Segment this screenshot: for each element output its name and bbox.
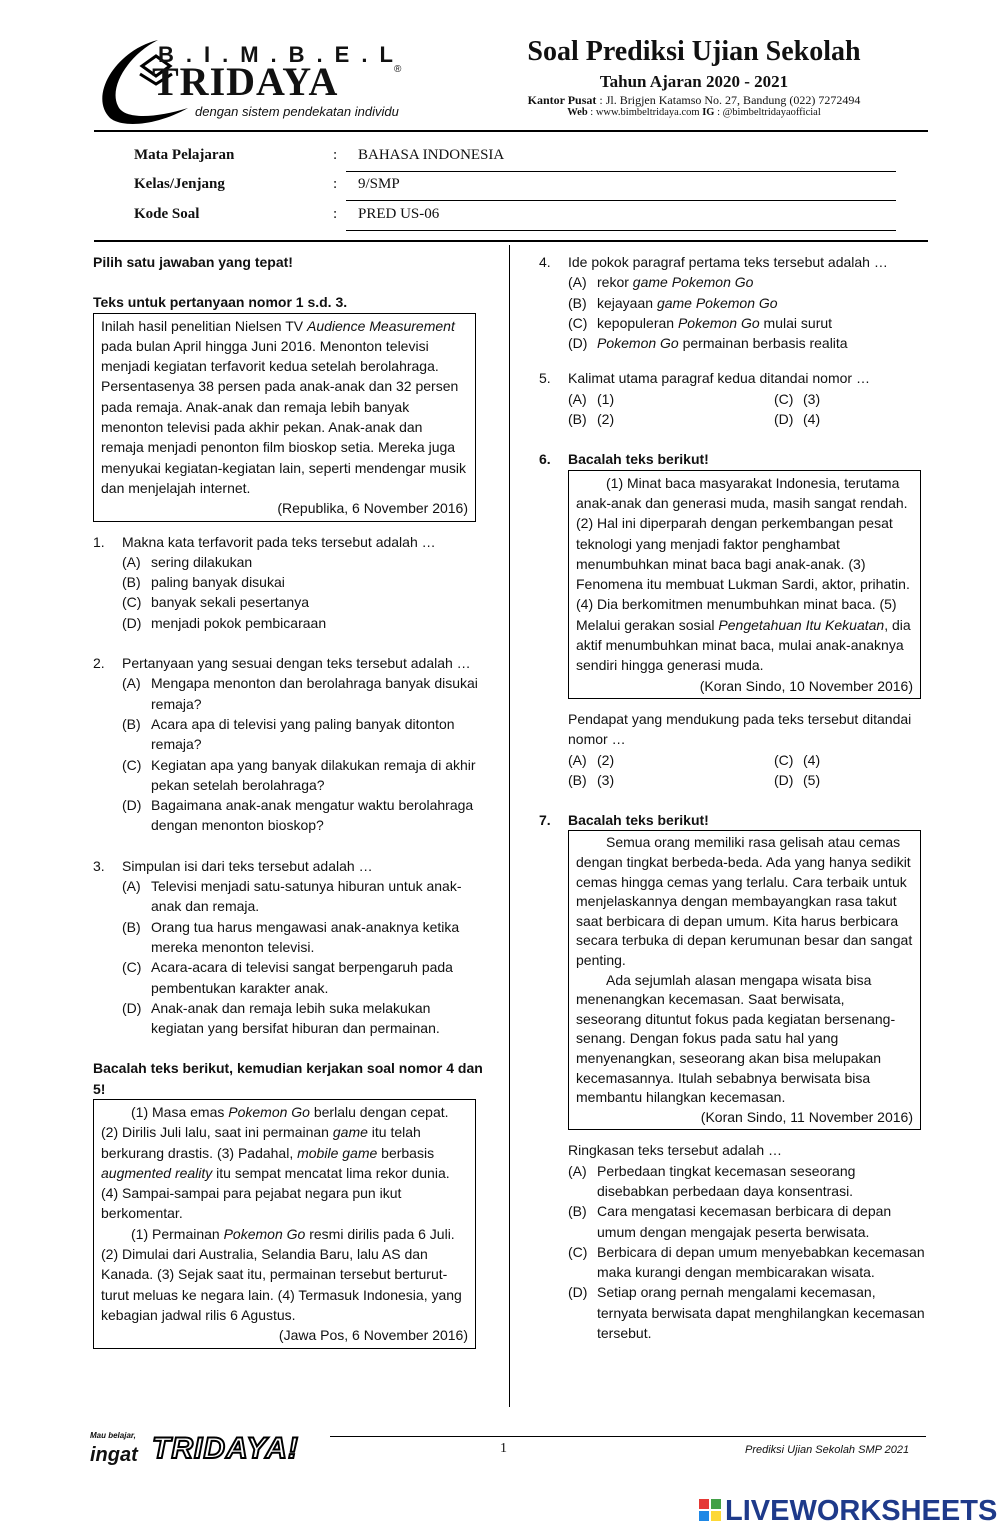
- option-letter: (B): [568, 411, 587, 428]
- option-letter: (D): [568, 335, 588, 352]
- ig-label: IG: [702, 107, 715, 118]
- q7-text-box: [568, 830, 921, 1130]
- option-text: (3): [597, 771, 615, 788]
- text-run-italic: Pokemon Go: [677, 314, 760, 331]
- option-letter: (C): [568, 1243, 588, 1260]
- logo-registered-mark: ®: [394, 64, 402, 75]
- text-run: mulai surut: [759, 314, 833, 331]
- text-run: kejayaan: [597, 294, 657, 311]
- q6-text-box: [568, 470, 921, 699]
- web-value: : www.bimbeltridaya.com: [587, 107, 703, 118]
- q4-text: Ide pokok paragraf pertama teks tersebut adalah …: [568, 254, 888, 270]
- q5-option-b[interactable]: [568, 409, 774, 429]
- text-run-italic: game: [332, 1124, 368, 1141]
- q5-text: Kalimat utama paragraf kedua ditandai nomor …: [568, 370, 870, 387]
- q1-option-c[interactable]: [122, 592, 485, 612]
- header-divider: [94, 130, 928, 132]
- q5-option-a[interactable]: [568, 389, 774, 409]
- logo-tagline: dengan sistem pendekatan individu: [195, 104, 399, 119]
- question-3: [93, 856, 485, 1039]
- subject-value: BAHASA INDONESIA: [358, 147, 505, 163]
- option-letter: (B): [122, 574, 141, 591]
- option-letter: (A): [568, 390, 587, 407]
- web-label: Web: [567, 107, 588, 118]
- option-letter: (C): [122, 959, 142, 976]
- liveworksheets-watermark[interactable]: LIVEWORKSHEETS: [725, 1495, 998, 1527]
- code-value: PRED US-06: [358, 206, 440, 222]
- option-letter: (A): [122, 675, 141, 692]
- option-letter: (B): [568, 1203, 587, 1220]
- q2-option-a[interactable]: [122, 673, 485, 714]
- q2-option-d[interactable]: [122, 795, 485, 836]
- academic-year: Tahun Ajaran 2020 - 2021: [599, 72, 789, 91]
- text-run-italic: game Pokemon Go: [632, 274, 754, 291]
- option-letter: (A): [568, 1162, 587, 1179]
- option-text: (2): [597, 411, 615, 428]
- q7-option-b[interactable]: [568, 1201, 929, 1242]
- option-text: sering dilakukan: [151, 553, 253, 570]
- logo-tridaya-text: TRIDAYA: [152, 59, 339, 104]
- q7-option-d[interactable]: [568, 1282, 929, 1343]
- question-6: [539, 449, 929, 790]
- option-letter: (B): [122, 918, 141, 935]
- option-text: [597, 293, 778, 313]
- q2-option-c[interactable]: [122, 755, 485, 796]
- option-letter: (D): [774, 411, 794, 428]
- option-text: [597, 272, 753, 292]
- option-text: (1): [597, 390, 615, 407]
- option-text: Televisi menjadi satu-satunya hiburan untuk anak-anak dan remaja.: [151, 878, 462, 915]
- footer-slogan-small: Mau belajar,: [90, 1431, 136, 1440]
- instruction: Pilih satu jawaban yang tepat!: [93, 254, 293, 270]
- q3-option-c[interactable]: [122, 957, 485, 998]
- q3-option-b[interactable]: [122, 917, 485, 958]
- q7-paragraph-1: Semua orang memiliki rasa gelisah atau cemas dengan tingkat berbeda-beda. Ada yang hanya sedikit cemas hingga cemas yang terlalu. Cara terbaik untuk menjelaskannya dengan membayangkan rasa takut saat berbicara di depan umum. Kita harus berbicara secara terbuka di depan kerumunan besar dan sangat penting.: [576, 834, 913, 968]
- text1-part-c: pada bulan April hingga Juni 2016. Menonton televisi menjadi kegiatan terfavorit kedua setelah berolahraga. Persentasenya 38 persen pada anak-anak dan 32 persen pada remaja. Anak-anak dan remaja lebih banyak menonton televisi pada akhir pekan. Anak-anak dan remaja menjadi penonton film bioskop setia. Mereka juga menyukai kegiatan-kegiatan lain, seperti mendengar musik dan menjelajah internet.: [101, 337, 466, 496]
- q1-option-b[interactable]: [122, 572, 485, 592]
- class-value: 9/SMP: [358, 176, 400, 192]
- info-divider: [94, 240, 928, 242]
- liveworksheets-logo-icon: [699, 1499, 721, 1521]
- code-colon: :: [333, 206, 338, 222]
- logo-tile: [711, 1499, 721, 1509]
- q7-number: 7.: [539, 812, 551, 829]
- text-run: rekor: [597, 274, 633, 291]
- option-text: [597, 313, 832, 333]
- option-text: menjadi pokok pembicaraan: [151, 614, 327, 631]
- option-letter: (D): [568, 1284, 588, 1301]
- text2-box: [93, 1099, 476, 1349]
- option-letter: (D): [122, 614, 142, 631]
- q6-source: (Koran Sindo, 10 November 2016): [699, 677, 913, 694]
- q6-paragraph: [576, 473, 913, 676]
- q6-option-c[interactable]: [774, 750, 934, 770]
- document-title: Soal Prediksi Ujian Sekolah: [527, 36, 861, 67]
- text-run: resmi dirilis pada 6 Juli. (2) Dimulai dari Australia, Selandia Baru, lalu AS dan Kanada. (3) Sejak saat itu, permainan tersebut berturut-turut meluas ke negara lain. (4) Termasuk Indonesia, yang kebagian jadwal rilis 6 Agustus.: [101, 1225, 462, 1323]
- text1-part-b: Audience Measurement: [306, 317, 455, 334]
- subject-label: Mata Pelajaran: [134, 147, 235, 163]
- code-underline: [346, 230, 896, 231]
- q6-heading: Bacalah teks berikut!: [568, 451, 709, 468]
- q7-question: Ringkasan teks tersebut adalah …: [568, 1142, 783, 1159]
- q4-option-c[interactable]: [568, 313, 929, 333]
- option-letter: (A): [568, 751, 587, 768]
- office-address: [460, 93, 928, 108]
- q6-option-a[interactable]: [568, 750, 774, 770]
- option-letter: (D): [122, 999, 142, 1016]
- text-run: berbasis: [377, 1144, 435, 1161]
- option-letter: (D): [774, 771, 794, 788]
- question-7: [539, 810, 929, 1343]
- option-text: (3): [803, 390, 821, 407]
- option-text: (2): [597, 751, 615, 768]
- web-info: [460, 107, 928, 118]
- option-letter: (C): [122, 756, 142, 773]
- text1-part-a: Inilah hasil penelitian Nielsen TV: [101, 317, 307, 334]
- q2-number: 2.: [93, 655, 105, 672]
- q7-option-a[interactable]: [568, 1161, 929, 1202]
- option-text: paling banyak disukai: [151, 574, 285, 591]
- q7-heading: Bacalah teks berikut!: [568, 812, 709, 829]
- text1-box: [93, 313, 476, 522]
- option-text: Mengapa menonton dan berolahraga banyak disukai remaja?: [151, 675, 478, 712]
- class-underline: [346, 200, 896, 201]
- footer-caption: Prediksi Ujian Sekolah SMP 2021: [745, 1444, 910, 1456]
- option-text: (5): [803, 771, 821, 788]
- q4-option-b[interactable]: [568, 293, 929, 313]
- option-letter: (B): [122, 715, 141, 732]
- question-2: [93, 653, 485, 836]
- ig-value: : @bimbeltridayaofficial: [714, 107, 821, 118]
- text-run-italic: mobile game: [297, 1144, 378, 1161]
- q5-option-d[interactable]: [774, 409, 934, 429]
- option-text: Perbedaan tingkat kecemasan seseorang disebabkan perbedaan daya konsentrasi.: [597, 1162, 856, 1199]
- text2-paragraph-1: [101, 1102, 468, 1224]
- option-text: Bagaimana anak-anak mengatur waktu berolahraga dengan menonton bioskop?: [151, 797, 474, 834]
- text-run-italic: Pengetahuan Itu Kekuatan: [718, 616, 885, 633]
- q5-number: 5.: [539, 370, 551, 387]
- question-4: [539, 252, 929, 353]
- text2-paragraph-2: [101, 1224, 468, 1325]
- text-run: (1) Minat baca masyarakat Indonesia, terutama anak-anak dan generasi muda, masih sangat rendah. (2) Hal ini diperparah dengan perkembangan pesat teknologi yang menjadi faktor penghambat menumbuhkan minat baca bagi anak-anak. (3) Fenomena itu membuat Lukman Sardi, aktor, prihatin. (4) Dia berkomitmen menumbuhkan minat baca. (5) Melalui gerakan sosial: [576, 474, 910, 633]
- text1-source: (Republika, 6 November 2016): [277, 500, 468, 517]
- option-letter: (D): [122, 797, 142, 814]
- option-text: banyak sekali pesertanya: [151, 594, 309, 611]
- footer-slogan-ingat: ingat: [90, 1444, 138, 1466]
- text-run: itu telah berkurang drastis. (3) Padahal,: [101, 1124, 421, 1161]
- question-1: [93, 532, 485, 633]
- subject-underline: [346, 171, 896, 172]
- option-letter: (B): [568, 771, 587, 788]
- q7-option-c[interactable]: [568, 1242, 929, 1283]
- q1-text: Makna kata terfavorit pada teks tersebut adalah …: [122, 533, 436, 550]
- text-run: (1) Permainan: [131, 1225, 224, 1242]
- logo-bimbel-text: B.I.M.B.E.L: [158, 42, 405, 67]
- code-label: Kode Soal: [134, 206, 200, 222]
- left-column: [93, 252, 485, 1349]
- text-run: kepopuleran: [597, 314, 678, 331]
- column-divider: [509, 245, 510, 1407]
- option-text: Anak-anak dan remaja lebih suka melakukan kegiatan yang bersifat hiburan dan permainan.: [151, 999, 440, 1037]
- option-text: Acara apa di televisi yang paling banyak ditonton remaja?: [151, 715, 455, 753]
- q3-option-a[interactable]: [122, 876, 485, 917]
- option-letter: (A): [122, 553, 141, 570]
- q3-number: 3.: [93, 857, 105, 874]
- q1-option-a[interactable]: [122, 552, 485, 572]
- text2-heading: Bacalah teks berikut, kemudian kerjakan soal nomor 4 dan 5!: [93, 1060, 483, 1097]
- q6-number: 6.: [539, 451, 551, 468]
- option-letter: (A): [122, 878, 141, 895]
- q4-option-a[interactable]: [568, 272, 929, 292]
- option-letter: (B): [568, 294, 587, 311]
- text-run: berlalu dengan cepat. (2) Dirilis Juli lalu, saat ini permainan: [101, 1103, 449, 1141]
- q6-question: Pendapat yang mendukung pada teks tersebut ditandai nomor …: [568, 710, 912, 748]
- logo-tile: [711, 1511, 721, 1521]
- option-text: Setiap orang pernah mengalami kecemasan, ternyata berwisata dapat menghilangkan kecemasan tersebut.: [597, 1284, 925, 1341]
- footer-slogan-tridaya: TRIDAYA!: [152, 1432, 299, 1465]
- class-colon: :: [333, 176, 338, 192]
- option-letter: (C): [774, 390, 794, 407]
- text-run: itu sempat mencatat lima rekor dunia. (4) Sampai-sampai para pejabat negara pun ikut berkomentar.: [101, 1164, 450, 1222]
- option-text: Cara mengatasi kecemasan berbicara di depan umum dengan mengajak peserta berwisata.: [597, 1203, 892, 1240]
- q2-text: Pertanyaan yang sesuai dengan teks tersebut adalah …: [122, 655, 471, 672]
- footer-rule: [330, 1436, 926, 1437]
- text1-heading: Teks untuk pertanyaan nomor 1 s.d. 3.: [93, 294, 348, 311]
- q2-option-b[interactable]: [122, 714, 485, 755]
- logo-tile: [699, 1499, 709, 1509]
- option-text: (4): [803, 411, 821, 428]
- q6-option-b[interactable]: [568, 770, 774, 790]
- q1-number: 1.: [93, 533, 105, 550]
- logo-tile: [699, 1511, 709, 1521]
- option-letter: (C): [568, 314, 588, 331]
- class-label: Kelas/Jenjang: [134, 176, 225, 192]
- option-letter: (C): [774, 751, 794, 768]
- q4-number: 4.: [539, 254, 551, 270]
- option-letter: (A): [568, 274, 587, 291]
- q7-paragraph-2: Ada sejumlah alasan mengapa wisata bisa menenangkan kecemasan. Saat berwisata, seseorang dituntut fokus pada kegiatan bersenang-senang. Dengan fokus pada satu hal yang menyenangkan, seseorang akan bisa melupakan kecemasannya. Itulah sebabnya berwisata bisa membantu hilangkan kecemasan.: [576, 971, 896, 1106]
- text-run-italic: Pokemon Go: [228, 1103, 310, 1120]
- text-run-italic: augmented reality: [101, 1164, 213, 1181]
- q1-option-d[interactable]: [122, 613, 485, 633]
- q7-source: (Koran Sindo, 11 November 2016): [700, 1108, 913, 1125]
- q4-option-d[interactable]: [568, 333, 929, 353]
- q3-text: Simpulan isi dari teks tersebut adalah …: [122, 857, 373, 874]
- office-label: Kantor Pusat: [527, 93, 597, 107]
- text-run-italic: Pokemon Go: [223, 1225, 306, 1242]
- option-text: [597, 333, 848, 353]
- option-text: Orang tua harus mengawasi anak-anaknya ketika mereka menonton televisi.: [151, 918, 460, 955]
- option-text: Kegiatan apa yang banyak dilakukan remaja di akhir pekan setelah berolahraga?: [151, 756, 476, 793]
- page-number: 1: [500, 1441, 507, 1456]
- option-text: Acara-acara di televisi sangat berpengaruh pada pembentukan karakter anak.: [151, 959, 453, 996]
- text-run-italic: Pokemon Go: [597, 335, 679, 352]
- right-column: [539, 252, 929, 1343]
- text-run: permainan berbasis realita: [678, 335, 848, 352]
- option-letter: (C): [122, 594, 142, 611]
- q3-option-d[interactable]: [122, 998, 485, 1039]
- subject-colon: :: [333, 147, 338, 163]
- text-run-italic: game Pokemon Go: [656, 294, 778, 311]
- option-text: Berbicara di depan umum menyebabkan kecemasan maka kurangi dengan membicarakan wisata.: [597, 1243, 925, 1281]
- q5-option-c[interactable]: [774, 389, 934, 409]
- option-text: (4): [803, 751, 821, 768]
- q6-option-d[interactable]: [774, 770, 934, 790]
- question-5: [539, 368, 929, 429]
- office-value: : Jl. Brigjen Katamso No. 27, Bandung (022) 7272494: [596, 93, 861, 107]
- text-run: (1) Masa emas: [131, 1103, 229, 1120]
- text-run: , dia aktif menumbuhkan minat baca, mulai anak-anaknya sendiri hingga generasi muda.: [576, 616, 911, 674]
- text2-source: (Jawa Pos, 6 November 2016): [278, 1327, 468, 1344]
